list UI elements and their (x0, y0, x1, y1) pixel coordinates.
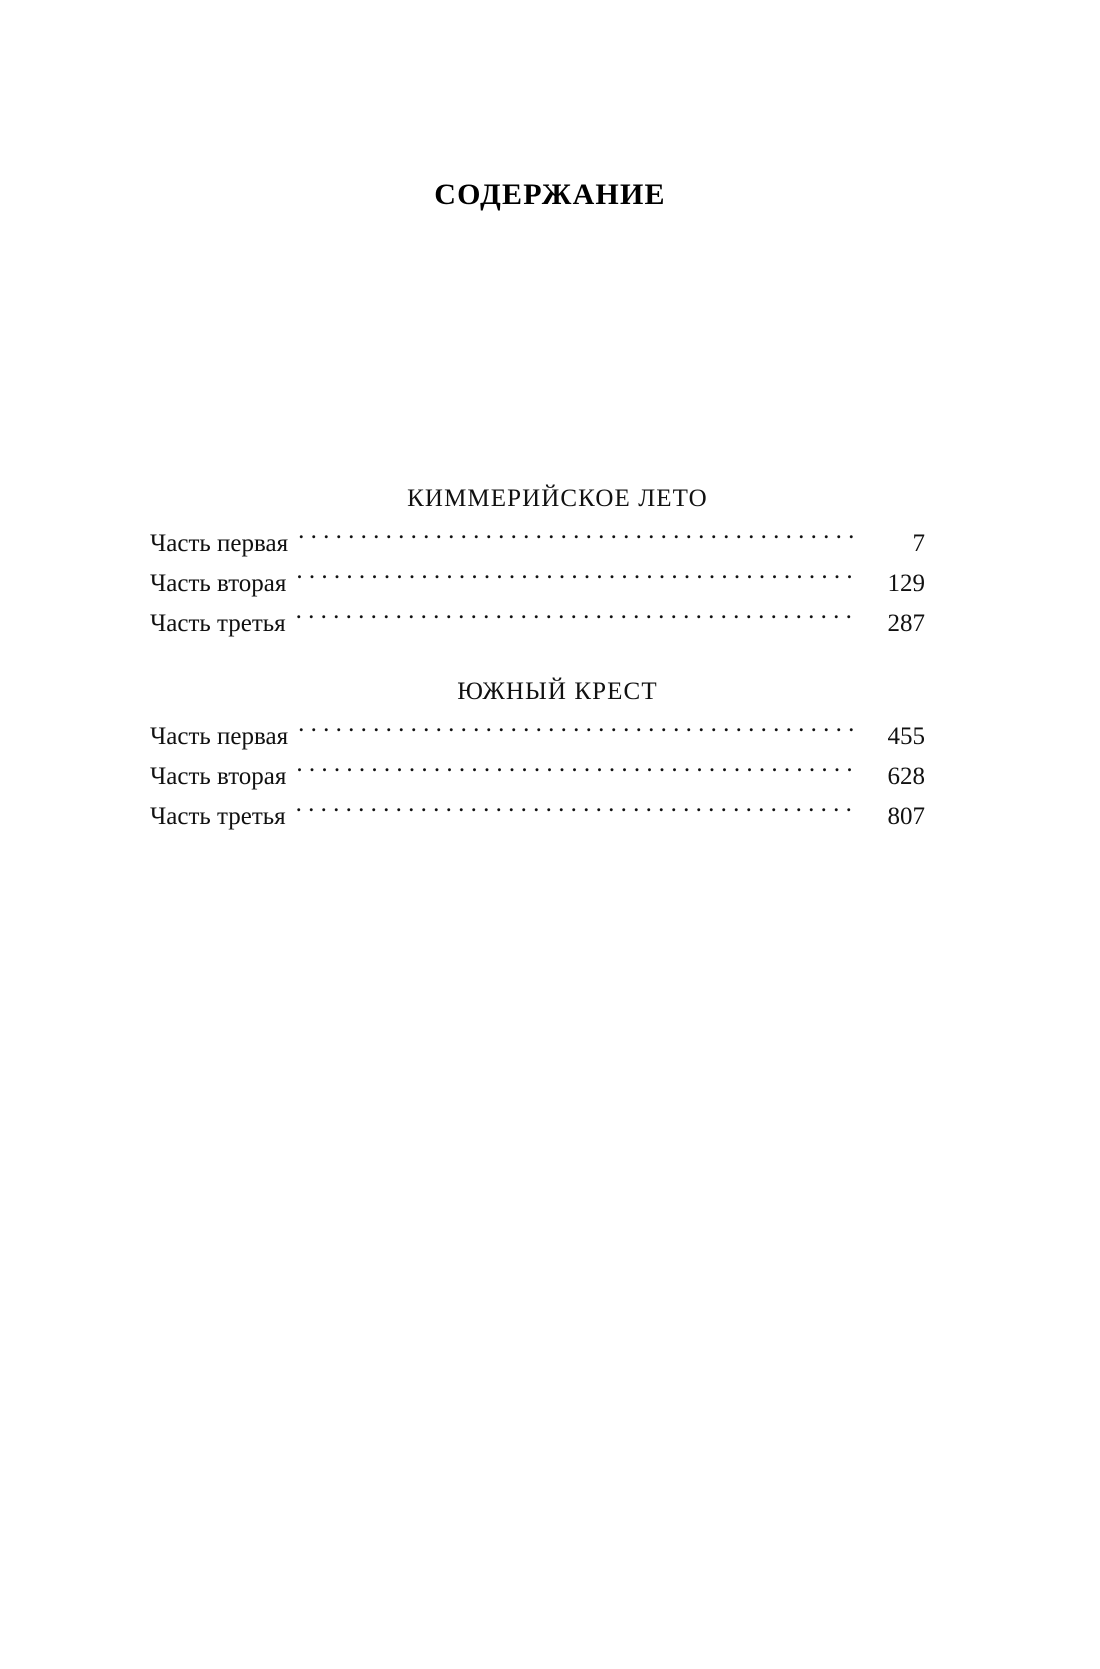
toc-entry[interactable] (150, 564, 925, 604)
toc-leader-dots (296, 759, 857, 784)
toc-leader-dots (296, 799, 857, 824)
toc-entry-page: 7 (912, 530, 925, 557)
toc-entry[interactable] (150, 604, 925, 644)
page-title: СОДЕРЖАНИЕ (434, 178, 666, 211)
toc-entry[interactable] (150, 757, 925, 797)
toc-entry-page: 129 (887, 570, 925, 597)
toc-entry-label: Часть третья (150, 803, 286, 830)
toc-entry-label: Часть вторая (150, 763, 287, 790)
toc-entry-page: 807 (887, 803, 925, 830)
toc-entry-page: 455 (887, 723, 925, 750)
table-of-contents (150, 485, 925, 837)
toc-entry-label: Часть первая (150, 530, 289, 557)
toc-section (150, 485, 925, 644)
toc-leader-dots (296, 606, 857, 631)
toc-entry[interactable] (150, 717, 925, 757)
toc-entry-label: Часть первая (150, 723, 289, 750)
toc-entry-label: Часть вторая (150, 570, 287, 597)
toc-section (150, 678, 925, 837)
toc-entry-page: 287 (887, 610, 925, 637)
toc-leader-dots (296, 566, 857, 591)
toc-leader-dots (298, 526, 857, 551)
toc-entry[interactable] (150, 797, 925, 837)
toc-entry[interactable] (150, 524, 925, 564)
toc-leader-dots (298, 719, 857, 744)
toc-section-title: КИММЕРИЙСКОЕ ЛЕТО (407, 485, 708, 512)
toc-section-title: ЮЖНЫЙ КРЕСТ (457, 678, 658, 705)
toc-entry-label: Часть третья (150, 610, 286, 637)
toc-entry-page: 628 (887, 763, 925, 790)
